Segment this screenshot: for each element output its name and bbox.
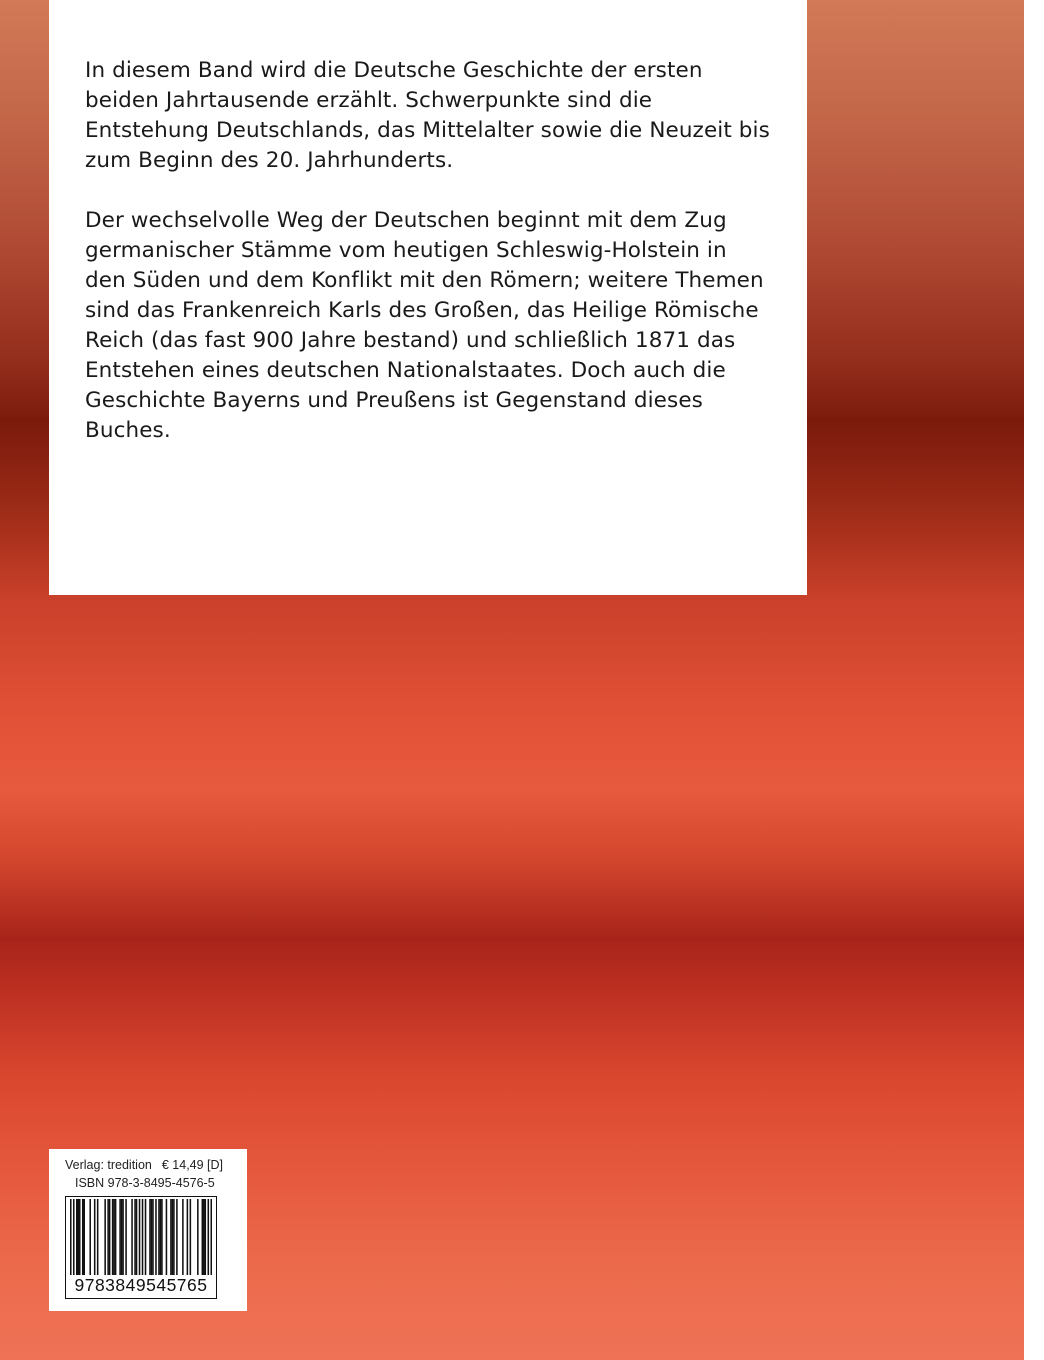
barcode-bar	[89, 1199, 91, 1275]
barcode-bar	[79, 1199, 81, 1275]
barcode-bar	[161, 1199, 163, 1275]
barcode-bar	[112, 1199, 114, 1275]
barcode-bar	[76, 1199, 78, 1275]
blurb-paragraph-2: Der wechselvolle Weg der Deutschen beginnt mit dem Zug germanischer Stämme vom heutigen Schleswig-Holstein in den Süden und dem Konflikt mit den Römern; weitere Themen sind das Frankenreich Karls des Großen, das Heilige Römische Reich (das fast 900 Jahre bestand) und schließlich 1871 das Entstehen eines deutschen Nationalstaates. Doch auch die Geschichte Bayerns und Preußens ist Gegenstand dieses Buches.	[85, 208, 764, 443]
barcode-bar	[151, 1199, 153, 1275]
barcode-bar	[158, 1199, 160, 1275]
barcode-bar	[136, 1199, 138, 1275]
barcode-bar	[152, 1199, 154, 1275]
barcode	[65, 1196, 217, 1299]
barcode-box	[49, 1149, 247, 1311]
barcode-bar	[203, 1199, 205, 1275]
barcode-bar	[142, 1199, 144, 1275]
barcode-bar	[115, 1199, 117, 1275]
barcode-bar	[97, 1199, 99, 1275]
barcode-number: 9783849545765	[74, 1275, 208, 1295]
blurb-panel	[49, 0, 807, 595]
barcode-bar	[134, 1199, 136, 1275]
barcode-bar	[119, 1199, 121, 1275]
barcode-bar	[109, 1199, 111, 1275]
barcode-bar	[205, 1199, 207, 1275]
barcode-bar	[73, 1199, 75, 1275]
barcode-bar	[182, 1199, 184, 1275]
barcode-bar	[187, 1199, 189, 1275]
publisher-price-line	[65, 1157, 235, 1173]
barcode-bar	[131, 1199, 133, 1275]
barcode-bar	[125, 1199, 127, 1275]
barcode-bar	[113, 1199, 115, 1275]
barcode-bar	[190, 1199, 192, 1275]
publisher-label: Verlag: tredition	[65, 1158, 152, 1172]
barcode-bar	[70, 1199, 72, 1275]
isbn-label: ISBN 978-3-8495-4576-5	[75, 1176, 215, 1190]
barcode-bar	[166, 1199, 168, 1275]
barcode-bar	[160, 1199, 162, 1275]
barcode-bar	[149, 1199, 151, 1275]
barcode-bar	[107, 1199, 109, 1275]
barcode-bar	[145, 1199, 147, 1275]
blurb-paragraph-1: In diesem Band wird die Deutsche Geschichte der ersten beiden Jahrtausende erzählt. Schwerpunkte sind die Entstehung Deutschlands, das Mittelalter sowie die Neuzeit bis zum Beginn des 20. Jahrhunderts.	[85, 58, 770, 173]
page-edge-strip	[1024, 0, 1044, 1360]
barcode-bar	[202, 1199, 204, 1275]
barcode-bar	[170, 1199, 172, 1275]
barcode-bar	[104, 1199, 106, 1275]
barcode-bar	[155, 1199, 157, 1275]
price-label: € 14,49 [D]	[161, 1158, 224, 1172]
barcode-bar	[77, 1199, 79, 1275]
barcode-bar	[211, 1199, 212, 1275]
barcode-bar	[82, 1199, 84, 1275]
barcode-bar	[121, 1199, 123, 1275]
barcode-bar	[173, 1199, 175, 1275]
barcode-bar	[94, 1199, 96, 1275]
barcode-bar	[208, 1199, 210, 1275]
barcode-bar	[83, 1199, 85, 1275]
barcode-bar	[172, 1199, 174, 1275]
barcode-bar	[122, 1199, 124, 1275]
barcode-bars-graphic	[70, 1199, 212, 1275]
barcode-bar	[176, 1199, 178, 1275]
barcode-bar	[139, 1199, 141, 1275]
barcode-bar	[197, 1199, 199, 1275]
